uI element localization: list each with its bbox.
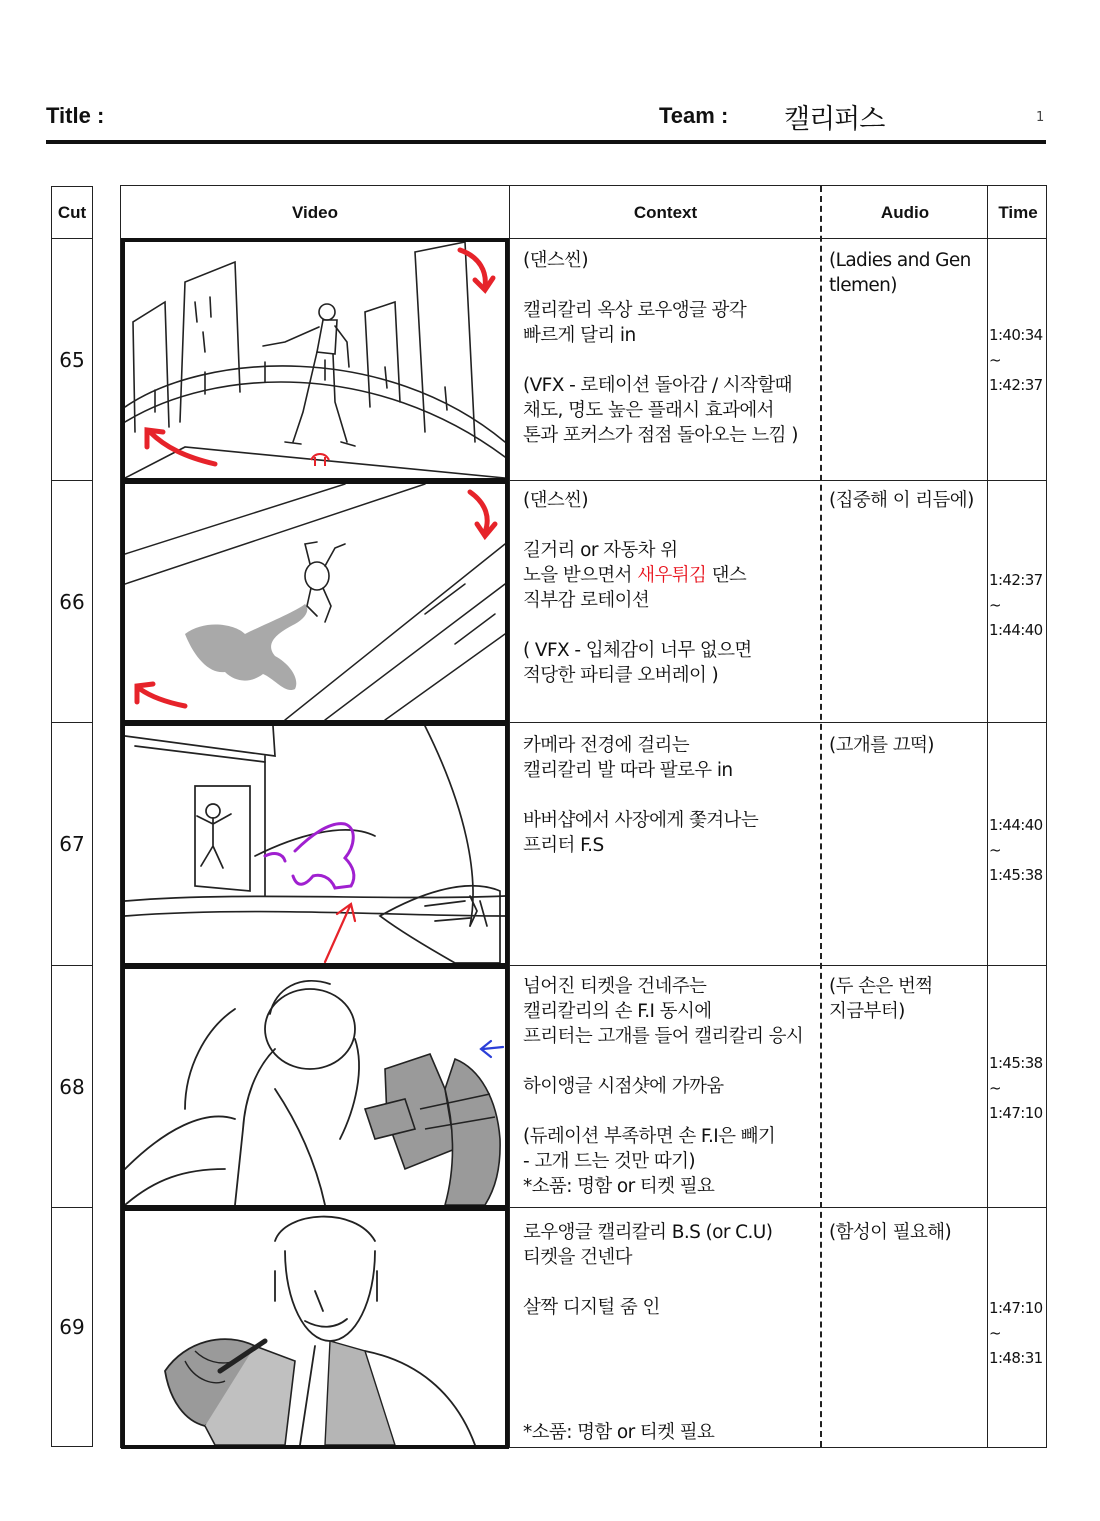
- time-separator: ~: [989, 1079, 1001, 1097]
- audio-text: (함성이 필요해): [829, 1222, 952, 1243]
- time-header: Time: [998, 202, 1038, 222]
- context-line: 살짝 디지털 줌 인: [523, 1297, 660, 1318]
- context-line: 톤과 포커스가 점점 돌아오는 느낌 ): [523, 425, 798, 446]
- time-end: 1:47:10: [989, 1104, 1043, 1122]
- context-line: [523, 273, 823, 298]
- context-line: [523, 348, 823, 373]
- time-cell-68: [989, 1051, 1047, 1126]
- context-line: ( VFX - 입체감이 너무 없으면: [523, 640, 752, 661]
- context-header: Context: [633, 202, 698, 222]
- ticket-handoff-sketch: [125, 969, 505, 1205]
- time-separator: ~: [989, 841, 1001, 859]
- time-cell-65: [989, 323, 1047, 398]
- time-separator: ~: [989, 351, 1001, 369]
- cut-number: 68: [52, 966, 92, 1208]
- video-frame-67: [121, 722, 509, 967]
- audio-cell-65: [829, 248, 979, 298]
- audio-cell-67: [829, 733, 989, 758]
- context-cell-69: [523, 1220, 823, 1320]
- column-divider: [987, 186, 988, 1447]
- top-down-dance-sketch: [125, 484, 505, 720]
- context-cell-66: [523, 488, 823, 688]
- cut-header: Cut: [52, 187, 92, 239]
- context-line: 프리터 F.S: [523, 835, 604, 856]
- storyboard-table: [120, 185, 1047, 1448]
- context-line: 길거리 or 자동차 위: [523, 540, 678, 561]
- column-divider: [509, 186, 510, 1447]
- context-line-highlight: [523, 563, 823, 588]
- context-text: 노을 받으면서: [523, 565, 638, 586]
- context-note-69: [523, 1420, 823, 1445]
- time-start: 1:44:40: [989, 816, 1043, 834]
- context-line: 바버샵에서 사장에게 쫓겨나는: [523, 810, 759, 831]
- context-cell-68: [523, 974, 828, 1199]
- context-line: 티켓을 건넨다: [523, 1247, 632, 1268]
- cut-number: 65: [52, 239, 92, 481]
- barbershop-follow-sketch: [125, 726, 505, 963]
- audio-cell-69: [829, 1220, 989, 1245]
- context-cell-67: [523, 733, 823, 858]
- context-line: 하이앵글 시점샷에 가까움: [523, 1076, 724, 1097]
- context-line: *소품: 명함 or 티켓 필요: [523, 1176, 715, 1197]
- time-separator: ~: [989, 596, 1001, 614]
- video-header: Video: [292, 202, 338, 222]
- time-start: 1:45:38: [989, 1054, 1043, 1072]
- video-frame-66: [121, 480, 509, 724]
- context-line: 채도, 명도 높은 플래시 효과에서: [523, 400, 774, 421]
- context-line: (듀레이션 부족하면 손 F.I은 빼기: [523, 1126, 776, 1147]
- context-line: (댄스씬): [523, 250, 589, 271]
- context-line: *소품: 명함 or 티켓 필요: [523, 1422, 715, 1443]
- context-line: - 고개 드는 것만 따기): [523, 1151, 695, 1172]
- team-label: Team :: [659, 103, 729, 128]
- cut-column: [51, 186, 93, 1447]
- context-line: 넘어진 티켓을 건네주는: [523, 976, 707, 997]
- context-line: [523, 613, 823, 638]
- highlighted-text: 새우튀김: [637, 565, 707, 586]
- time-separator: ~: [989, 1324, 1001, 1342]
- page-number: 1: [1036, 110, 1045, 125]
- context-cell-65: [523, 248, 823, 448]
- time-start: 1:47:10: [989, 1299, 1043, 1317]
- time-end: 1:42:37: [989, 376, 1043, 394]
- context-line: 직부감 로테이션: [523, 590, 650, 611]
- audio-header: Audio: [880, 202, 930, 222]
- context-text: 댄스: [706, 565, 747, 586]
- time-cell-67: [989, 813, 1047, 888]
- time-end: 1:45:38: [989, 866, 1043, 884]
- audio-text: (두 손은 번쩍 지금부터): [829, 976, 938, 1022]
- time-end: 1:48:31: [989, 1349, 1043, 1367]
- low-angle-ticket-sketch: [125, 1211, 505, 1445]
- context-line: 로우앵글 캘리칼리 B.S (or C.U): [523, 1222, 773, 1243]
- header-rule: [46, 140, 1046, 144]
- cut-number: 69: [59, 1315, 85, 1339]
- audio-cell-68: [829, 974, 949, 1024]
- row-divider: [510, 965, 1047, 966]
- cut-number: 67: [52, 723, 92, 966]
- context-line: [523, 1270, 823, 1295]
- context-line: 캘리칼리 발 따라 팔로우 in: [523, 760, 733, 781]
- video-frame-65: [121, 238, 509, 482]
- title-label: Title :: [46, 103, 105, 128]
- row-divider: [510, 1207, 1047, 1208]
- team-name: 캘리퍼스: [784, 104, 885, 135]
- cut-number: 66: [52, 481, 92, 723]
- context-line: (VFX - 로테이션 돌아감 / 시작할때: [523, 375, 792, 396]
- context-line: 카메라 전경에 걸리는: [523, 735, 690, 756]
- audio-text: (Ladies and Gen tlemen): [829, 250, 977, 296]
- time-start: 1:42:37: [989, 571, 1043, 589]
- video-frame-68: [121, 965, 509, 1209]
- context-line: 프리터는 고개를 들어 캘리칼리 응시: [523, 1026, 804, 1047]
- audio-text: (고개를 끄떡): [829, 735, 934, 756]
- context-line: 적당한 파티클 오버레이 ): [523, 665, 719, 686]
- time-cell-69: [989, 1296, 1047, 1371]
- context-line: [523, 1049, 828, 1074]
- row-divider: [510, 722, 1047, 723]
- rooftop-dance-sketch: [125, 242, 505, 478]
- context-line: [523, 783, 823, 808]
- context-line: 캘리칼리 옥상 로우앵글 광각: [523, 300, 747, 321]
- context-line: [523, 1099, 828, 1124]
- row-divider: [510, 480, 1047, 481]
- time-start: 1:40:34: [989, 326, 1043, 344]
- time-end: 1:44:40: [989, 621, 1043, 639]
- time-cell-66: [989, 568, 1047, 643]
- context-line: 빠르게 달리 in: [523, 325, 636, 346]
- video-frame-69: [121, 1207, 509, 1449]
- context-line: 캘리칼리의 손 F.I 동시에: [523, 1001, 712, 1022]
- context-line: (댄스씬): [523, 490, 589, 511]
- audio-text: (집중해 이 리듬에): [829, 490, 974, 511]
- context-line: [523, 513, 823, 538]
- audio-cell-66: [829, 488, 989, 513]
